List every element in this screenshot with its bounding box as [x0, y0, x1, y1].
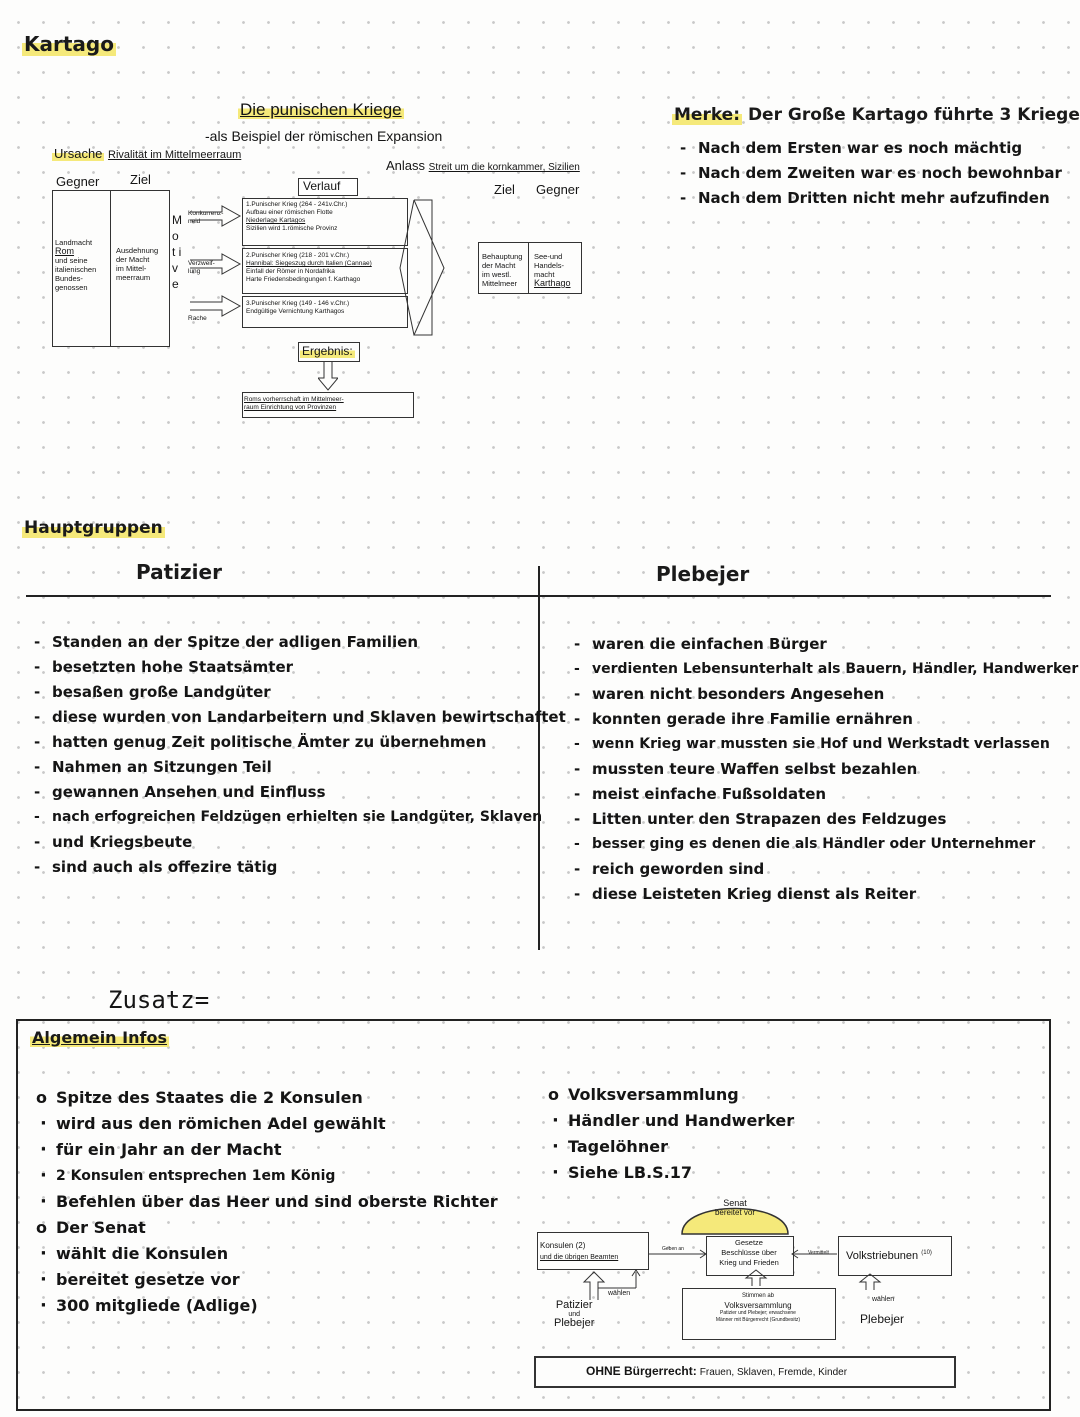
list-item: - Nach dem Ersten war es noch mächtig	[676, 136, 1062, 161]
list-item: · Befehlen über das Heer und sind oberste Richter	[34, 1189, 498, 1215]
list-item: - sind auch als offezire tätig	[30, 855, 566, 880]
list-item: - diese Leisteten Krieg dienst als Reiter	[570, 882, 1078, 907]
list-item: - waren nicht besonders Angesehen	[570, 682, 1078, 707]
diagram-heading: Die punischen Kriege	[240, 100, 402, 119]
list-item: - meist einfache Fußsoldaten	[570, 782, 1078, 807]
list-item: · wird aus den römichen Adel gewählt	[34, 1111, 498, 1137]
list-item: - besaßen große Landgüter	[30, 680, 566, 705]
list-item: · 2 Konsulen entsprechen 1em König	[34, 1163, 498, 1189]
list-item: · Händler und Handwerker	[546, 1108, 794, 1134]
list-item: · 300 mitgliede (Adlige)	[34, 1293, 498, 1319]
list-item-continued: - und Kriegsbeute	[30, 830, 566, 855]
gegner-karthago-text: See-und Handels- macht Karthago	[534, 252, 571, 288]
list-item: o Der Senat	[34, 1215, 498, 1241]
vermittelt-label: Vermittelt	[808, 1250, 829, 1256]
anlass: Anlass Streit um die kornkammer, Sizilien	[386, 158, 580, 173]
war-2-text: 2.Punischer Krieg (218 - 201 v.Chr.) Hannibal: Siegeszug durch Italien (Cannae) Einfall der Römer in Nordafrika Harte Friedensbedingungen f. Karthago	[246, 252, 372, 283]
ohne-buergerrecht-text: OHNE Bürgerrecht: Frauen, Sklaven, Fremde, Kinder	[586, 1364, 848, 1378]
gegner-rom-text: Landmacht Rom und seine italienischen Bundes- genossen	[55, 238, 97, 292]
merke-heading: Merke: Der Große Kartago führte 3 Kriege	[674, 105, 1080, 125]
list-item: - wenn Krieg war mussten sie Hof und Werkstadt verlassen	[570, 732, 1078, 757]
left-gegner-header: Gegner	[56, 174, 100, 189]
motive-1: Konkurrenz- neid	[188, 210, 224, 225]
list-item: - hatten genug Zeit politische Ämter zu übernehmen	[30, 730, 566, 755]
ergebnis-label: Ergebnis:	[302, 344, 353, 358]
list-item: - mussten teure Waffen selbst bezahlen	[570, 757, 1078, 782]
diagram-arrows	[160, 190, 480, 350]
ziel-karthago-text: Behauptung der Macht im westl. Mittelmeer	[482, 252, 523, 288]
patizier-title: Patizier	[136, 560, 222, 584]
list-item: - waren die einfachen Bürger	[570, 632, 1078, 657]
ergebnis-arrow	[318, 362, 338, 392]
list-item: · Siehe LB.S.17	[546, 1160, 794, 1186]
page-title: Kartago	[24, 32, 114, 56]
volkstriebunen-text: Volkstriebunen $^{(10)}$	[846, 1250, 932, 1262]
list-item: - Standen an der Spitze der adligen Familien	[30, 630, 566, 655]
list-item: - Litten unter den Strapazen des Feldzuges	[570, 807, 1078, 832]
list-item: - besser ging es denen die als Händler oder Unternehmer	[570, 832, 1078, 857]
volksversammlung-list	[546, 1082, 794, 1186]
list-item: - besetzten hohe Staatsämter	[30, 655, 566, 680]
motive-2: Verzweif- lung	[188, 260, 215, 275]
senat-text: Senat bereitet vor	[714, 1198, 756, 1217]
volksversammlung-text: Stimmen ab Volksversammlung Patizier und Plebejer; erwachsene Männer mit Bürgerrecht (Grundbesitz)	[715, 1293, 801, 1323]
allgemein-list	[34, 1085, 498, 1319]
right-ziel-header: Ziel	[494, 182, 515, 197]
plebejer-label: Plebejer	[860, 1312, 905, 1326]
list-item: - Nach dem Dritten nicht mehr aufzufinden	[676, 186, 1062, 211]
right-gegner-header: Gegner	[536, 182, 580, 197]
left-ziel-header: Ziel	[130, 172, 151, 187]
list-item: · für ein Jahr an der Macht	[34, 1137, 498, 1163]
list-item: - Nahmen an Sitzungen Teil	[30, 755, 566, 780]
patizier-plebejer-text: Patizier und Plebejer	[554, 1299, 595, 1329]
gesetze-text: Gesetze Beschlüsse über Krieg und Frieden	[719, 1238, 779, 1267]
merke-list	[676, 136, 1062, 211]
list-item: · Tagelöhner	[546, 1134, 794, 1160]
list-item: - Nach dem Zweiten war es noch bewohnbar	[676, 161, 1062, 186]
war-1-text: 1.Punischer Krieg (264 - 241v.Chr.) Aufbau einer römischen Flotte Niederlage Kartagos Sizilien wird 1.römische Provinz	[246, 201, 348, 232]
plebejer-list	[570, 632, 1078, 907]
list-item: · wählt die Konsulen	[34, 1241, 498, 1267]
verlauf-label: Verlauf	[303, 179, 341, 193]
zusatz-title: Zusatz=	[108, 986, 210, 1014]
allgemein-heading: Algemein Infos	[32, 1028, 167, 1047]
list-item: o Volksversammlung	[546, 1082, 794, 1108]
konsulen-text: Konsulen (2) und die übrigen Beamten	[540, 1241, 619, 1261]
list-item: o Spitze des Staates die 2 Konsulen	[34, 1085, 498, 1111]
list-item-continued: - reich geworden sind	[570, 857, 1078, 882]
waehlen-label-2: wählen	[872, 1296, 895, 1303]
list-item: - verdienten Lebensunterhalt als Bauern, Händler, Handwerker	[570, 657, 1078, 682]
ursache: Ursache Rivalität im Mittelmeerraum	[54, 146, 242, 161]
list-item: · bereitet gesetze vor	[34, 1267, 498, 1293]
motive-3: Rache	[188, 315, 207, 322]
list-item: - gewannen Ansehen und Einfluss	[30, 780, 566, 805]
patizier-list	[30, 630, 566, 880]
motive-letters: M o t i v e	[172, 213, 182, 291]
ergebnis-text: Roms vorherrschaft im Mittelmeer- raum Einrichtung von Provinzen	[244, 396, 344, 411]
list-item: - konnten gerade ihre Familie ernähren	[570, 707, 1078, 732]
diagram-subheading: -als Beispiel der römischen Expansion	[205, 128, 443, 144]
plebejer-title: Plebejer	[656, 562, 750, 586]
list-item: - nach erfogreichen Feldzügen erhielten sie Landgüter, Sklaven	[30, 805, 566, 830]
war-3-text: 3.Punischer Krieg (149 - 146 v.Chr.) Endgültige Vernichtung Karthagos	[246, 300, 350, 315]
list-item: - diese wurden von Landarbeitern und Sklaven bewirtschaftet	[30, 705, 566, 730]
ziel-rom-text: Ausdehnung der Macht im Mittel- meerraum	[116, 246, 159, 282]
hauptgruppen-heading: Hauptgruppen	[24, 518, 163, 538]
waehlen-label-1: wählen	[608, 1290, 631, 1297]
geben-an-label: Geben an	[662, 1246, 684, 1252]
